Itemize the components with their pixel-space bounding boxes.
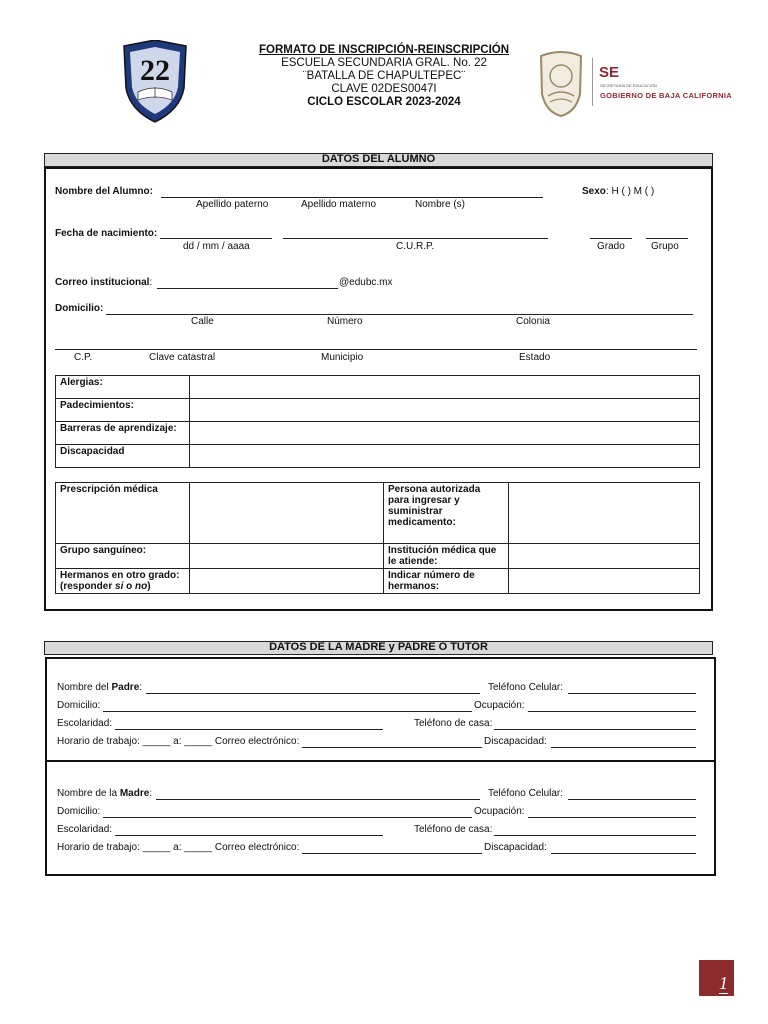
madre-telefono-casa-line[interactable] (494, 835, 696, 836)
domicilio-label: Domicilio: (55, 303, 104, 314)
apellido-materno-caption: Apellido materno (301, 199, 377, 210)
prescripcion-label: Prescripción médica (56, 483, 190, 544)
madre-escolaridad-line[interactable] (115, 835, 383, 836)
padre-discapacidad-label: Discapacidad: (484, 736, 547, 747)
grado-caption: Grado (597, 241, 625, 252)
padre-ocupacion-line[interactable] (528, 711, 696, 712)
crest-number: 22 (140, 54, 170, 87)
health-row-label: Barreras de aprendizaje: (56, 422, 190, 445)
madre-telefono-casa-label: Teléfono de casa: (414, 824, 493, 835)
numero-caption: Número (327, 316, 363, 327)
nombre-label: Nombre del Alumno: (55, 186, 153, 197)
health-table (55, 375, 700, 468)
estado-caption: Estado (519, 352, 551, 363)
grupo-sanguineo-value[interactable] (190, 544, 384, 569)
fecha-label: Fecha de nacimiento: (55, 228, 158, 239)
padre-escolaridad-label: Escolaridad: (57, 718, 113, 729)
hermanos-label: Hermanos en otro grado: (responder si o no) (56, 569, 190, 594)
correo-domain: @edubc.mx (339, 277, 393, 288)
fecha-line[interactable] (160, 238, 272, 239)
municipio-caption: Municipio (321, 352, 364, 363)
prescripcion-value[interactable] (190, 483, 384, 544)
domicilio-line-2[interactable] (55, 349, 697, 350)
medical-table (55, 482, 700, 594)
padre-telefono-casa-label: Teléfono de casa: (414, 718, 493, 729)
grupo-caption: Grupo (651, 241, 679, 252)
tutor-divider (47, 760, 714, 762)
padre-nombre-line[interactable] (146, 693, 480, 694)
persona-autorizada-value[interactable] (509, 483, 700, 544)
gobierno-text: GOBIERNO DE BAJA CALIFORNIA (600, 91, 732, 100)
padre-celular-line[interactable] (568, 693, 696, 694)
madre-discapacidad-label: Discapacidad: (484, 842, 547, 853)
padre-correo-line[interactable] (302, 747, 482, 748)
madre-celular-label: Teléfono Celular: (488, 788, 564, 799)
form-title: FORMATO DE INSCRIPCIÓN-REINSCRIPCIÓN (258, 44, 510, 56)
padre-discapacidad-line[interactable] (551, 747, 696, 748)
madre-domicilio-line[interactable] (103, 817, 472, 818)
se-logo-text: SE (599, 64, 620, 81)
sexo-field[interactable]: Sexo: H ( ) M ( ) (582, 186, 655, 197)
madre-ocupacion-label: Ocupación: (474, 806, 525, 817)
padre-nombre-label: Nombre del Padre: (57, 682, 143, 693)
madre-escolaridad-label: Escolaridad: (57, 824, 113, 835)
health-row-value[interactable] (190, 422, 700, 445)
padre-telefono-casa-line[interactable] (494, 729, 696, 730)
correo-line[interactable] (157, 288, 338, 289)
institucion-medica-value[interactable] (509, 544, 700, 569)
school-clave: CLAVE 02DES0047I (331, 83, 437, 95)
hermanos-value[interactable] (190, 569, 384, 594)
numero-hermanos-value[interactable] (509, 569, 700, 594)
page-number-badge (699, 960, 734, 996)
school-line: ESCUELA SECUNDARIA GRAL. No. 22 (281, 57, 487, 69)
cp-caption: C.P. (74, 352, 93, 363)
health-row-label: Discapacidad (56, 445, 190, 468)
health-row-value[interactable] (190, 376, 700, 399)
se-divider (592, 58, 593, 106)
section-title-alumno: DATOS DEL ALUMNO (44, 153, 713, 167)
health-row-label: Alergias: (56, 376, 190, 399)
section-title-tutor: DATOS DE LA MADRE y PADRE O TUTOR (44, 641, 713, 655)
correo-label: Correo institucional: (55, 277, 153, 288)
padre-ocupacion-label: Ocupación: (474, 700, 525, 711)
grupo-sanguineo-label: Grupo sanguíneo: (56, 544, 190, 569)
fecha-format-caption: dd / mm / aaaa (183, 241, 250, 252)
persona-autorizada-label: Persona autorizada para ingresar y suministrar medicamento: (384, 483, 509, 544)
colonia-caption: Colonia (516, 316, 550, 327)
health-row-value[interactable] (190, 445, 700, 468)
page-number: 1 (719, 973, 728, 993)
nombres-caption: Nombre (s) (415, 199, 466, 210)
calle-caption: Calle (191, 316, 214, 327)
domicilio-line[interactable] (106, 314, 693, 315)
apellido-paterno-caption: Apellido paterno (196, 199, 269, 210)
numero-hermanos-label: Indicar número de hermanos: (384, 569, 509, 594)
madre-nombre-line[interactable] (156, 799, 480, 800)
madre-domicilio-label: Domicilio: (57, 806, 101, 817)
baja-california-seal (536, 50, 586, 118)
curp-line[interactable] (283, 238, 548, 239)
grupo-line[interactable] (646, 238, 688, 239)
padre-horario-label: Horario de trabajo: _____ a: _____ Correo electrónico: (57, 736, 300, 747)
madre-correo-line[interactable] (302, 853, 482, 854)
se-subtitle: SECRETARÍA DE EDUCACIÓN (600, 83, 657, 88)
health-row-value[interactable] (190, 399, 700, 422)
institucion-medica-label: Institución médica que le atiende: (384, 544, 509, 569)
madre-ocupacion-line[interactable] (528, 817, 696, 818)
madre-horario-label: Horario de trabajo: _____ a: _____ Correo electrónico: (57, 842, 300, 853)
grado-line[interactable] (590, 238, 632, 239)
padre-domicilio-label: Domicilio: (57, 700, 101, 711)
padre-escolaridad-line[interactable] (115, 729, 383, 730)
health-row-label: Padecimientos: (56, 399, 190, 422)
school-year: CICLO ESCOLAR 2023-2024 (307, 96, 461, 108)
padre-celular-label: Teléfono Celular: (488, 682, 564, 693)
curp-caption: C.U.R.P. (396, 241, 435, 252)
padre-domicilio-line[interactable] (103, 711, 472, 712)
madre-discapacidad-line[interactable] (551, 853, 696, 854)
school-name: ¨BATALLA DE CHAPULTEPEC¨ (302, 70, 466, 82)
clave-catastral-caption: Clave catastral (149, 352, 216, 363)
madre-celular-line[interactable] (568, 799, 696, 800)
nombre-line[interactable] (161, 197, 543, 198)
madre-nombre-label: Nombre de la Madre: (57, 788, 153, 799)
